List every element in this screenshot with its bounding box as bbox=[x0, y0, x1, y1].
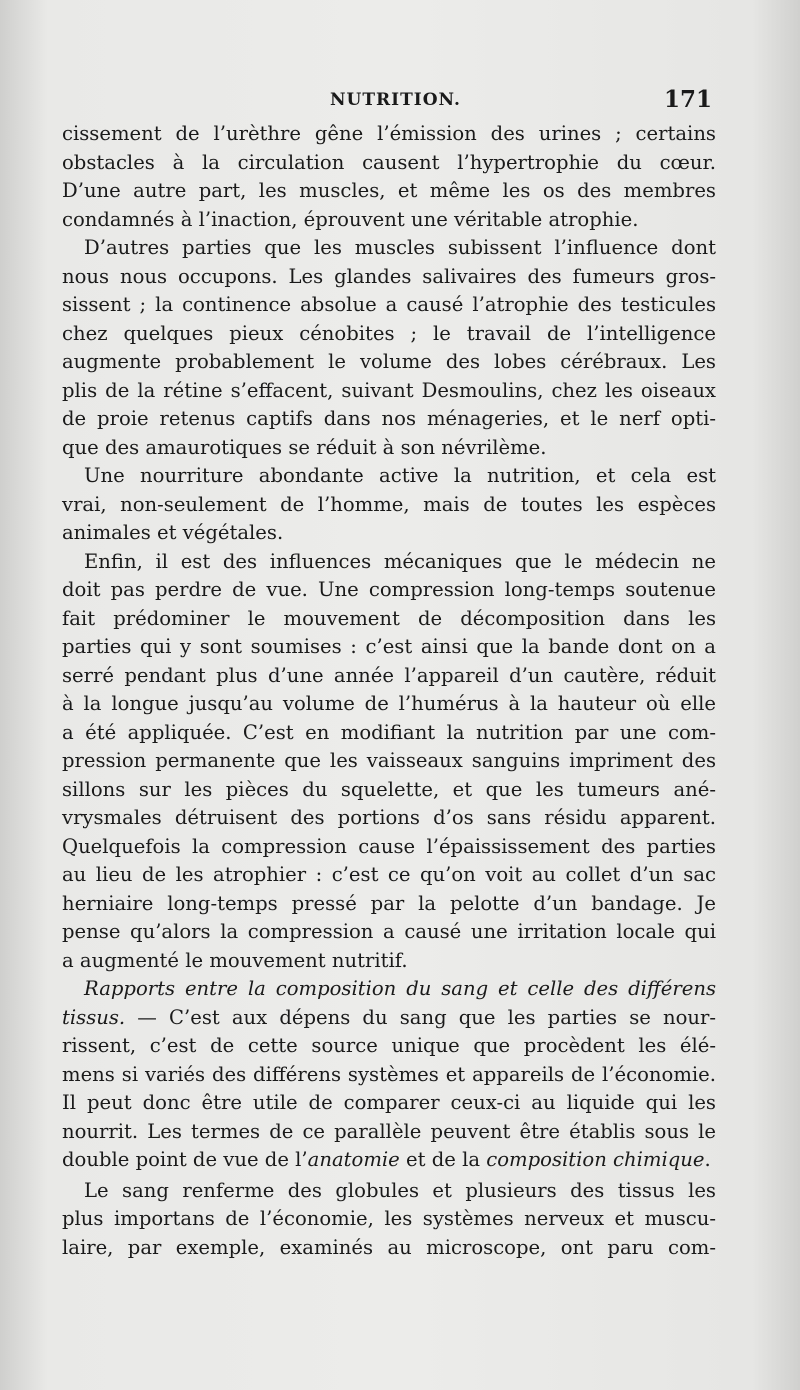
text-fragment: double point de vue de l’ bbox=[62, 1148, 308, 1171]
text-line: cissement de l’urèthre gêne l’émission des urines ; certains bbox=[62, 122, 716, 145]
running-head: NUTRITION. bbox=[330, 90, 461, 110]
section-title: Rapports entre la composition du sang et celle des différens bbox=[84, 977, 716, 1000]
page-header bbox=[62, 86, 714, 116]
body-text bbox=[62, 120, 716, 1262]
text-line: laire, par exemple, examinés au microscope, ont paru com- bbox=[62, 1235, 716, 1259]
text-line: Enfin, il est des influences mécaniques que le médecin ne bbox=[84, 549, 716, 573]
text-line: Il peut donc être utile de comparer ceux-ci au liquide qui les bbox=[62, 1091, 716, 1114]
text-line: fait prédominer le mouvement de décomposition dans les bbox=[62, 606, 716, 630]
text-line: parties qui y sont soumises : c’est ainsi que la bande dont on a bbox=[62, 635, 716, 658]
text-line: nous nous occupons. Les glandes salivaires des fumeurs gros- bbox=[62, 264, 716, 288]
text-line: plus importans de l’économie, les systèmes nerveux et muscu- bbox=[62, 1207, 716, 1230]
text-line: au lieu de les atrophier : c’est ce qu’on voit au collet d’un sac bbox=[62, 863, 716, 886]
text-line: pense qu’alors la compression a causé une irritation locale qui bbox=[62, 920, 716, 943]
text-line: pression permanente que les vaisseaux sanguins impriment des bbox=[62, 749, 716, 772]
text-line: a augmenté le mouvement nutritif. bbox=[62, 948, 408, 972]
text-line: chez quelques pieux cénobites ; le travail de l’intelligence bbox=[62, 321, 716, 345]
text-line: D’une autre part, les muscles, et même les os des membres bbox=[62, 179, 716, 202]
text-line: de proie retenus captifs dans nos ménageries, et le nerf opti- bbox=[62, 407, 716, 430]
text-line: vrai, non-seulement de l’homme, mais de toutes les espèces bbox=[62, 492, 716, 516]
text-line: animales et végétales. bbox=[62, 521, 284, 544]
italic-term: composition chimique bbox=[486, 1148, 705, 1171]
text-line: Le sang renferme des globules et plusieurs des tissus les bbox=[84, 1178, 716, 1202]
text-line: D’autres parties que les muscles subissent l’influence dont bbox=[84, 236, 716, 259]
text-line: vrysmales détruisent des portions d’os sans résidu apparent. bbox=[62, 806, 716, 829]
italic-term: anatomie bbox=[307, 1148, 400, 1171]
text-line: Quelquefois la compression cause l’épaississement des parties bbox=[62, 834, 716, 858]
text-line: Une nourriture abondante active la nutrition, et cela est bbox=[84, 464, 716, 487]
text-line: herniaire long-temps pressé par la pelotte d’un bandage. Je bbox=[62, 891, 716, 915]
text-line: doit pas perdre de vue. Une compression long-temps soutenue bbox=[62, 578, 716, 601]
page-number: 171 bbox=[663, 86, 712, 113]
section-title-end: tissus. bbox=[62, 1005, 126, 1029]
text-fragment: — C’est aux dépens du sang que les parties se nour- bbox=[125, 1005, 716, 1029]
text-line bbox=[62, 1146, 716, 1175]
text-line: sillons sur les pièces du squelette, et que les tumeurs ané- bbox=[62, 777, 716, 801]
text-line: augmente probablement le volume des lobes cérébraux. Les bbox=[62, 350, 716, 373]
text-line: plis de la rétine s’effacent, suivant Desmoulins, chez les oiseaux bbox=[62, 378, 716, 402]
text-line: condamnés à l’inaction, éprouvent une véritable atrophie. bbox=[62, 207, 639, 231]
text-line: rissent, c’est de cette source unique que procèdent les élé- bbox=[62, 1034, 716, 1057]
text-line bbox=[62, 1004, 716, 1033]
text-line: sissent ; la continence absolue a causé l’atrophie des testicules bbox=[62, 293, 716, 316]
text-fragment: et de la bbox=[399, 1148, 487, 1171]
text-line: nourrit. Les termes de ce parallèle peuvent être établis sous le bbox=[62, 1119, 716, 1143]
text-line: mens si variés des différens systèmes et appareils de l’économie. bbox=[62, 1062, 716, 1086]
text-line: obstacles à la circulation causent l’hypertrophie du cœur. bbox=[62, 150, 716, 174]
text-line: a été appliquée. C’est en modifiant la nutrition par une com- bbox=[62, 720, 716, 744]
text-fragment: . bbox=[704, 1148, 711, 1171]
section-heading bbox=[62, 975, 716, 1004]
text-line: à la longue jusqu’au volume de l’humérus à la hauteur où elle bbox=[62, 692, 716, 715]
text-line: que des amaurotiques se réduit à son névrilème. bbox=[62, 435, 547, 459]
text-line: serré pendant plus d’une année l’appareil d’un cautère, réduit bbox=[62, 663, 716, 687]
